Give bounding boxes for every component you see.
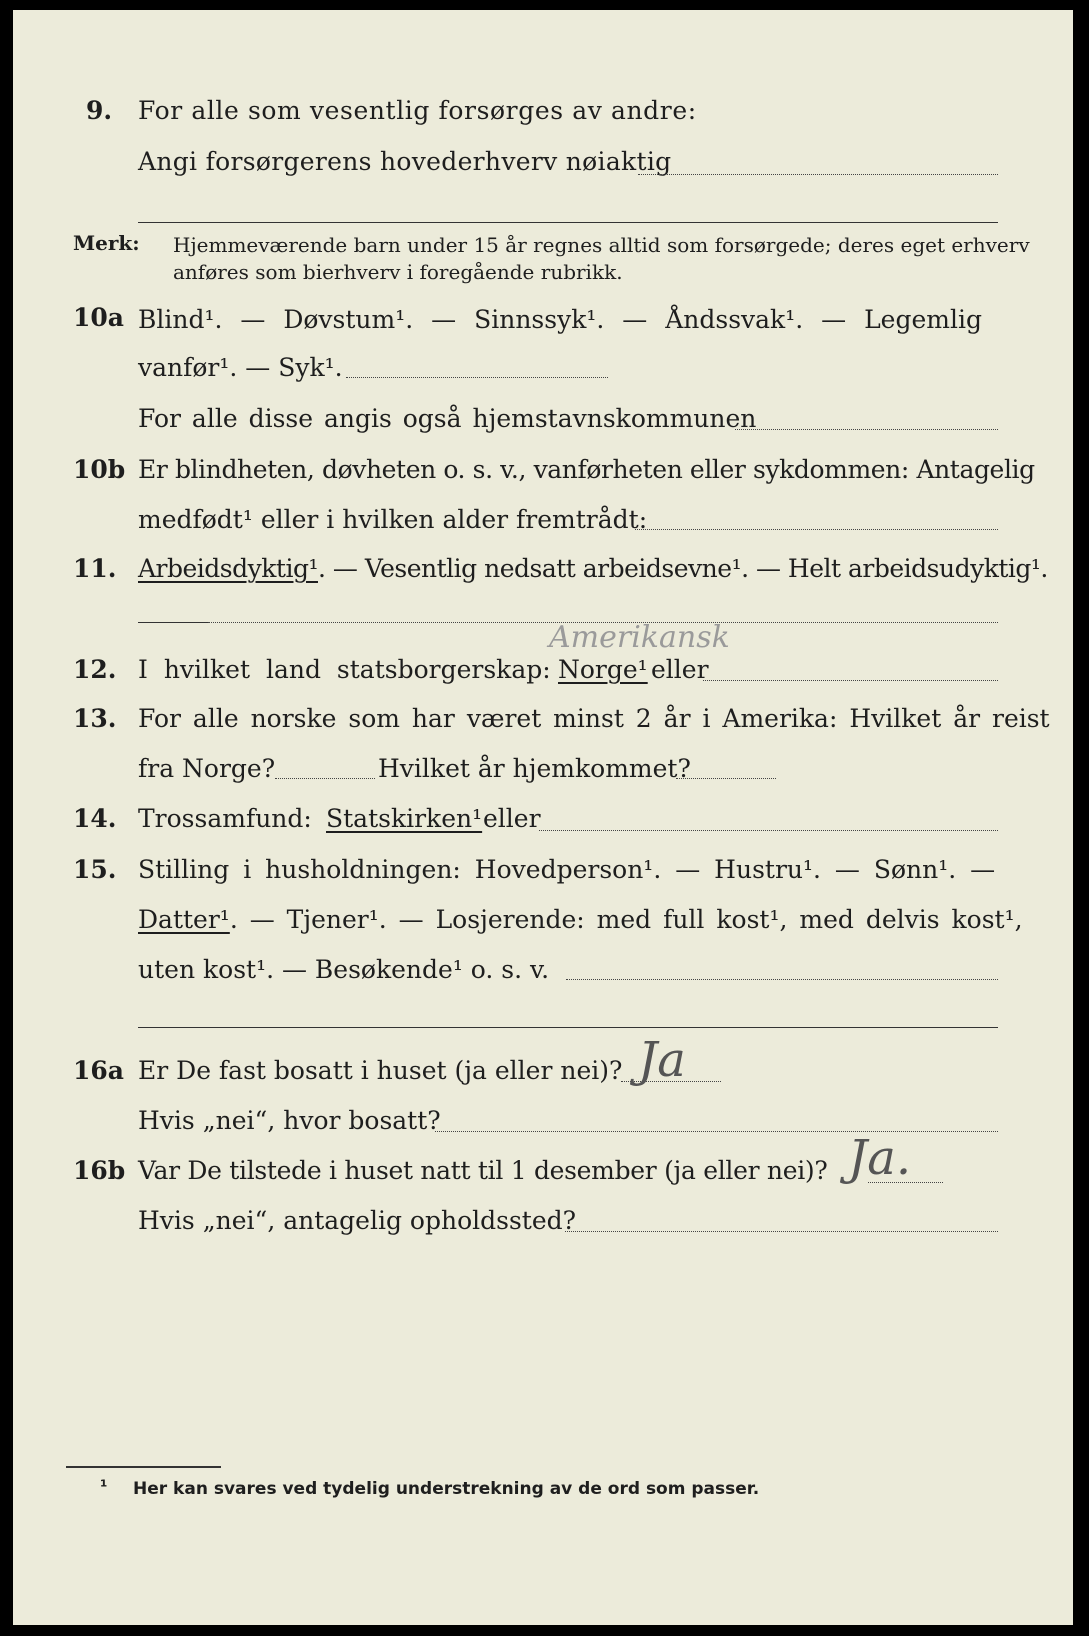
q16b-opholdssted-answer-line[interactable] (565, 1231, 998, 1232)
q12-eller: eller (651, 655, 709, 684)
q10a-line3: For alle disse angis også hjemstavnskommunen (138, 404, 757, 433)
q10a-number: 10a (73, 303, 124, 332)
q10a-hjemstavn-answer-line[interactable] (735, 429, 998, 430)
q12-norge-option[interactable] (558, 655, 648, 685)
q11-arbeidsdyktig-underlined[interactable]: Arbeidsdyktig¹ (138, 554, 318, 583)
footnote-mark: ¹ (100, 1477, 108, 1497)
q15-line3: uten kost¹. — Besøkende¹ o. s. v. (138, 955, 550, 984)
q10b-line1: Er blindheten, døvheten o. s. v., vanførheten eller sykdommen: Antagelig (138, 455, 1035, 484)
q14-label: Trossamfund: (138, 804, 312, 833)
q13-number: 13. (73, 704, 117, 733)
footnote-text: Her kan svares ved tydelig understrekning av de ord som passer. (133, 1479, 760, 1499)
q13-line1: For alle norske som har været minst 2 år i Amerika: Hvilket år reist (138, 704, 1050, 733)
q15-line1: Stilling i husholdningen: Hovedperson¹. — Hustru¹. — Sønn¹. — (138, 855, 996, 884)
merk-line1: Hjemmeværende barn under 15 år regnes alltid som forsørgede; deres eget erhverv (173, 233, 1030, 257)
q9-line1: For alle som vesentlig forsørges av andre: (138, 96, 697, 125)
q13-reist-answer-line[interactable] (275, 778, 375, 779)
q15-answer-line[interactable] (566, 979, 998, 980)
q10a-line1: Blind¹. — Døvstum¹. — Sinnssyk¹. — Åndssvak¹. — Legemlig (138, 305, 982, 334)
q14-statskirken-option[interactable] (326, 804, 482, 834)
q14-statskirken-underlined: Statskirken¹ (326, 804, 483, 833)
q16b-handwritten-answer: Ja. (848, 1130, 912, 1186)
q15-line2-rest: . — Tjener¹. — Losjerende: med full kost¹, med delvis kost¹, (229, 905, 1023, 934)
q15-number: 15. (73, 855, 117, 884)
q9-answer-line[interactable] (638, 174, 998, 175)
q16b-number: 16b (73, 1156, 126, 1185)
census-form-page (13, 10, 1073, 1625)
q13-line2a: fra Norge? (138, 754, 276, 783)
q14-number: 14. (73, 804, 117, 833)
q12-answer-line[interactable] (703, 680, 998, 681)
q10a-syk-answer-line[interactable] (346, 377, 608, 378)
q12-handwritten-answer: Amerikansk (549, 620, 730, 655)
q9-answer-line-2[interactable] (138, 222, 998, 223)
q11-rule-short (138, 622, 208, 623)
q16b-line1: Var De tilstede i huset natt til 1 desember (ja eller nei)? (138, 1156, 828, 1185)
q11-number: 11. (73, 554, 117, 583)
q14-eller: eller (483, 804, 541, 833)
q9-line2: Angi forsørgerens hovederhverv nøiaktig (138, 147, 672, 176)
q16a-handwritten-answer: Ja (638, 1032, 686, 1088)
q9-number: 9. (86, 96, 113, 125)
q10a-line2: vanfør¹. — Syk¹. (138, 353, 343, 382)
q11-rest: . — Vesentlig nedsatt arbeidsevne¹. — Helt arbeidsudyktig¹. (317, 554, 1048, 583)
merk-line2: anføres som bierhverv i foregående rubrikk. (173, 260, 623, 284)
q10b-number: 10b (73, 455, 126, 484)
q10b-line2: medfødt¹ eller i hvilken alder fremtrådt: (138, 505, 648, 534)
q14-answer-line[interactable] (539, 830, 998, 831)
q13-hjemkommet-answer-line[interactable] (676, 778, 776, 779)
q16a-bosatt-answer-line[interactable] (435, 1131, 998, 1132)
q16a-line2: Hvis „nei“, hvor bosatt? (138, 1106, 441, 1135)
q12-norge-underlined: Norge¹ (558, 655, 648, 684)
q12-number: 12. (73, 655, 117, 684)
q15-line2 (138, 905, 1023, 935)
q15-datter-underlined[interactable]: Datter¹ (138, 905, 230, 934)
q12-label: I hvilket land statsborgerskap: (138, 655, 551, 684)
q11-line (138, 554, 1048, 584)
merk-label: Merk: (73, 231, 140, 255)
q16b-line2: Hvis „nei“, antagelig opholdssted? (138, 1206, 577, 1235)
q13-line2b: Hvilket år hjemkommet? (378, 754, 691, 783)
q10b-answer-line[interactable] (635, 529, 998, 530)
q16a-line1: Er De fast bosatt i huset (ja eller nei)? (138, 1056, 623, 1085)
q16a-number: 16a (73, 1056, 124, 1085)
footnote-rule (66, 1466, 221, 1468)
q15-answer-line-2[interactable] (138, 1027, 998, 1028)
